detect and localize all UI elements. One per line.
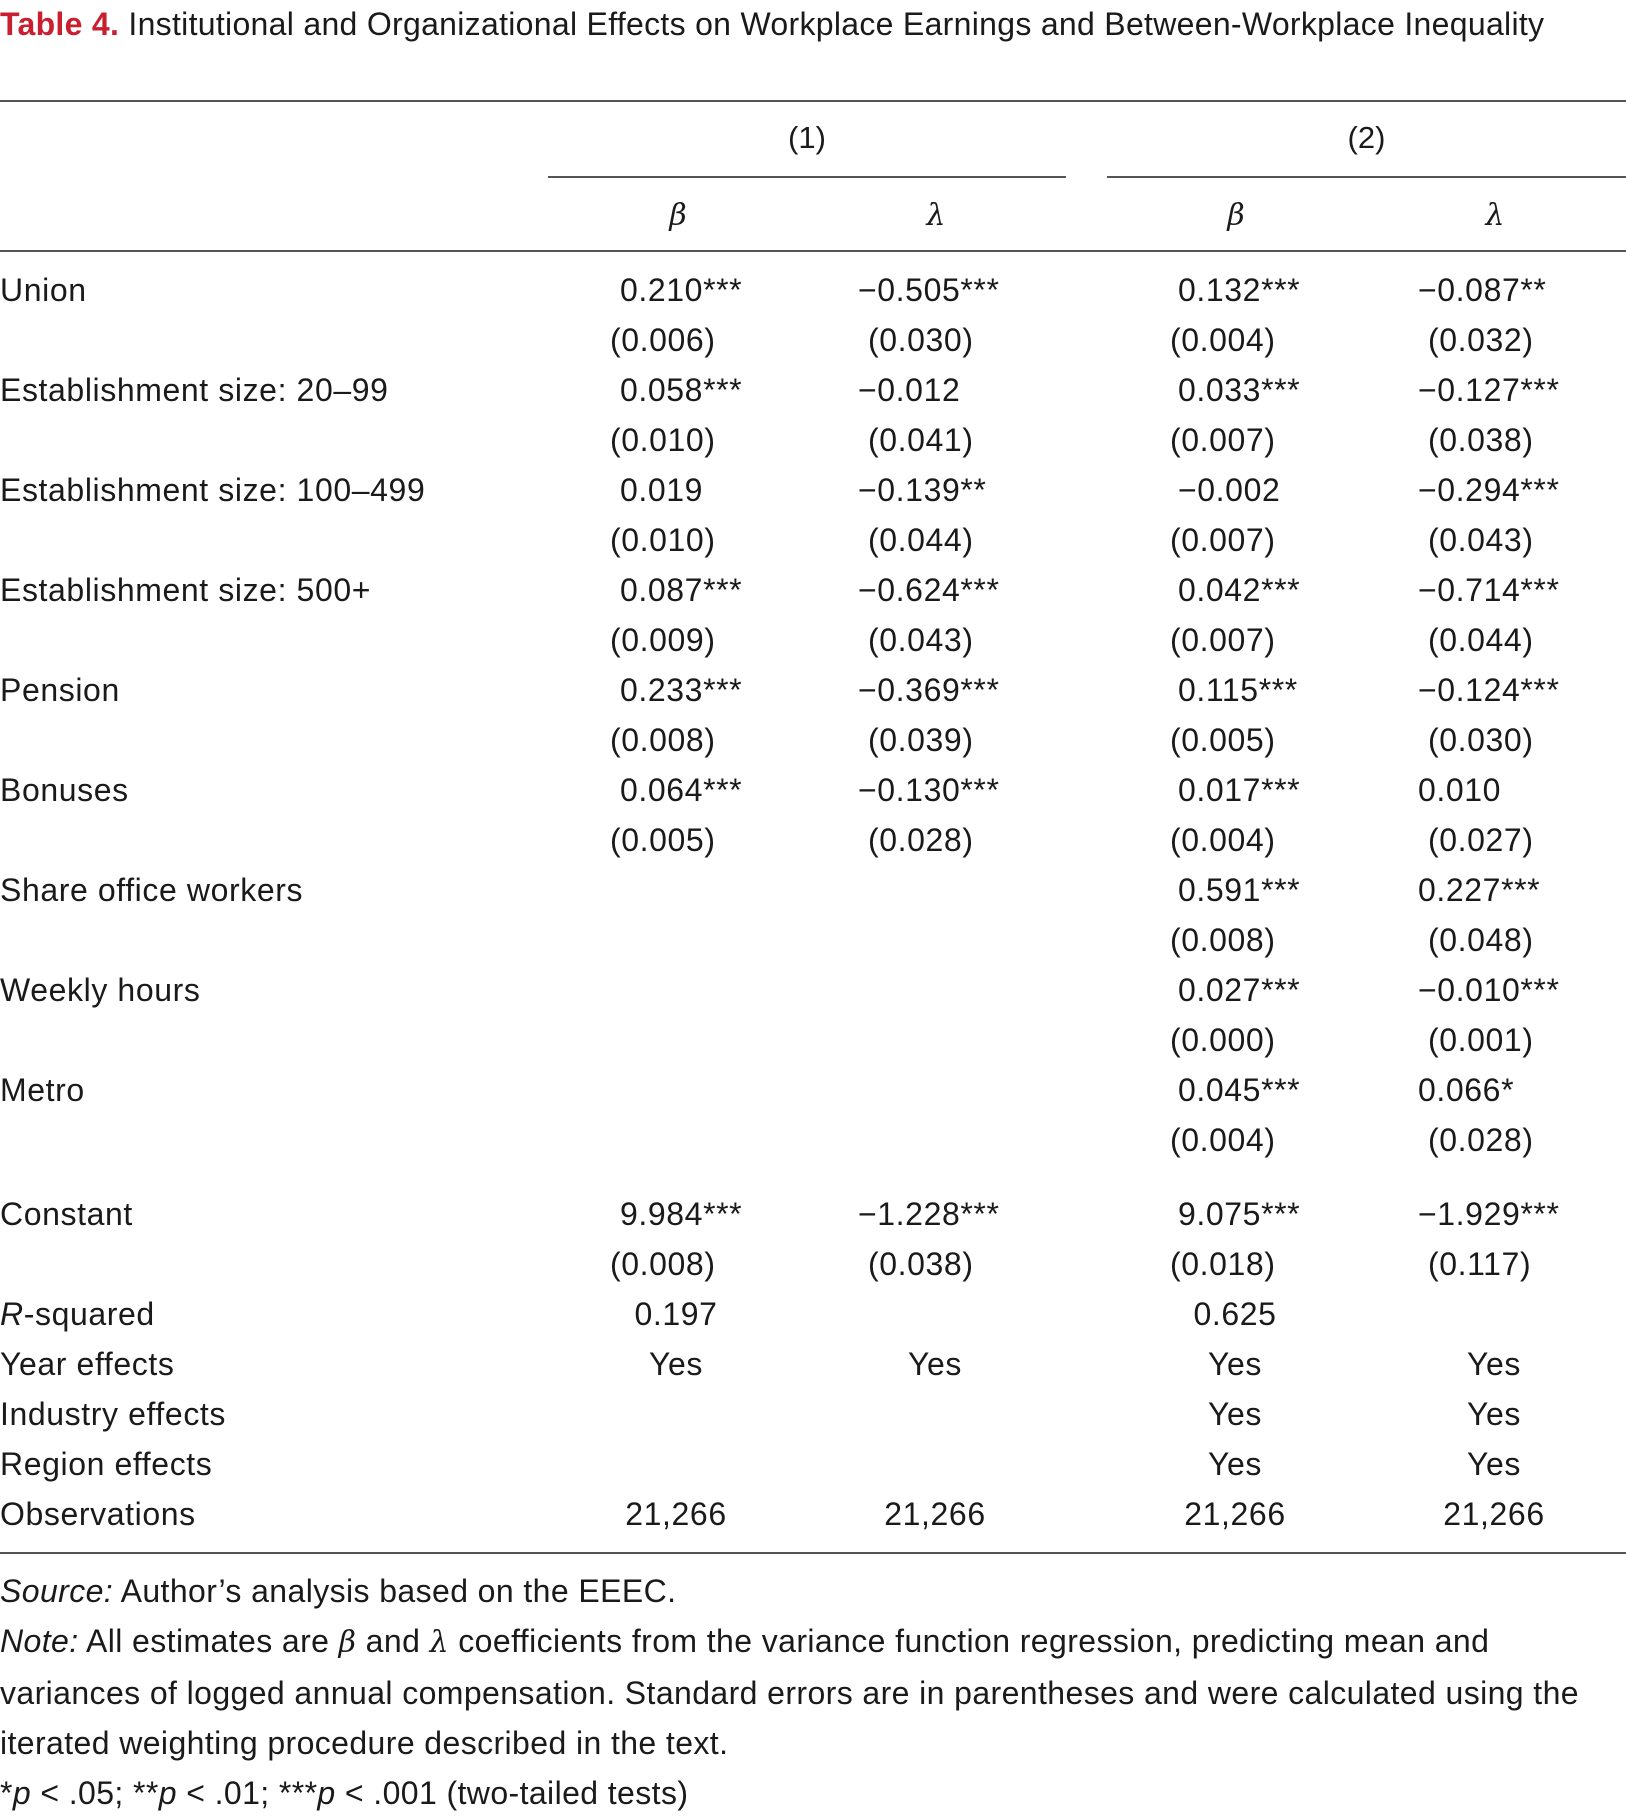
summary-label-text: Year effects: [0, 1346, 175, 1382]
summary-value-cell: Yes: [1207, 1396, 1262, 1432]
sig-2-p: p: [158, 1775, 177, 1811]
coefficient-cell: −0.714***: [1418, 572, 1560, 608]
summary-row-label: [0, 1444, 212, 1484]
std-error-cell: (0.006): [610, 322, 716, 358]
summary-row-label: [0, 1494, 196, 1534]
std-error-cell: (0.028): [1428, 1122, 1534, 1158]
sig-3-p: p: [317, 1775, 336, 1811]
summary-value-cell: Yes: [907, 1346, 962, 1382]
std-error-cell: (0.039): [868, 722, 974, 758]
summary-value-cell: Yes: [1466, 1396, 1521, 1432]
coefficient-cell: 0.210***: [620, 272, 743, 308]
std-error-cell: (0.027): [1428, 822, 1534, 858]
coefficient-cell: −1.929***: [1418, 1196, 1560, 1232]
summary-value-cell: 0.625: [1193, 1296, 1277, 1332]
model-2-rule: [1107, 176, 1626, 178]
coefficient-cell: −0.130***: [858, 772, 1000, 808]
param-header-lambda-2: λ: [1485, 198, 1505, 233]
std-error-cell: (0.010): [610, 522, 716, 558]
sig-3-threshold: < .001 (two-tailed tests): [335, 1775, 689, 1811]
summary-row-label: [0, 1394, 226, 1434]
table-number: Table 4.: [0, 6, 120, 42]
std-error-cell: (0.004): [1170, 1122, 1276, 1158]
coefficient-cell: 0.019: [620, 472, 704, 508]
std-error-cell: (0.001): [1428, 1022, 1534, 1058]
coefficient-cell: −0.124***: [1418, 672, 1560, 708]
coefficient-cell: −1.228***: [858, 1196, 1000, 1232]
std-error-cell: (0.043): [1428, 522, 1534, 558]
coefficient-cell: −0.002: [1178, 472, 1281, 508]
row-label: Constant: [0, 1196, 133, 1232]
std-error-cell: (0.008): [610, 722, 716, 758]
coefficient-cell: 0.010: [1418, 772, 1502, 808]
coefficient-cell: −0.369***: [858, 672, 1000, 708]
model-2-header: (2): [1347, 120, 1386, 155]
param-header-lambda-1: λ: [926, 198, 946, 233]
std-error-cell: (0.005): [1170, 722, 1276, 758]
coefficient-cell: 0.087***: [620, 572, 743, 608]
std-error-cell: (0.000): [1170, 1022, 1276, 1058]
std-error-cell: (0.041): [868, 422, 974, 458]
note-beta-symbol: β: [338, 1625, 357, 1660]
std-error-cell: (0.048): [1428, 922, 1534, 958]
std-error-cell: (0.007): [1170, 422, 1276, 458]
std-error-cell: (0.018): [1170, 1246, 1276, 1282]
std-error-cell: (0.010): [610, 422, 716, 458]
method-note: [0, 1616, 1620, 1768]
header-rule: [0, 250, 1626, 252]
std-error-cell: (0.009): [610, 622, 716, 658]
std-error-cell: (0.028): [868, 822, 974, 858]
source-label: Source:: [0, 1573, 114, 1609]
coefficient-cell: 0.591***: [1178, 872, 1301, 908]
summary-value-cell: 21,266: [625, 1496, 727, 1532]
coefficient-cell: 0.058***: [620, 372, 743, 408]
coefficient-cell: 9.984***: [620, 1196, 743, 1232]
std-error-cell: (0.038): [868, 1246, 974, 1282]
row-label: Bonuses: [0, 772, 129, 808]
top-rule: [0, 100, 1626, 102]
std-error-cell: (0.032): [1428, 322, 1534, 358]
coefficient-cell: 0.115***: [1178, 672, 1298, 708]
summary-value-cell: 21,266: [1443, 1496, 1545, 1532]
summary-value-cell: 0.197: [634, 1296, 718, 1332]
row-label: Metro: [0, 1072, 85, 1108]
summary-value-cell: Yes: [648, 1346, 703, 1382]
coefficient-cell: −0.139**: [858, 472, 987, 508]
param-header-beta-1: β: [669, 198, 687, 233]
std-error-cell: (0.008): [1170, 922, 1276, 958]
sig-2-threshold: < .01;: [176, 1775, 279, 1811]
summary-value-cell: Yes: [1207, 1446, 1262, 1482]
summary-label-text: Region effects: [0, 1446, 213, 1482]
model-1-rule: [548, 176, 1066, 178]
model-1-header: (1): [788, 120, 826, 155]
coefficient-cell: 0.042***: [1178, 572, 1301, 608]
coefficient-cell: −0.012: [858, 372, 961, 408]
std-error-cell: (0.044): [868, 522, 974, 558]
row-label: Establishment size: 20–99: [0, 372, 389, 408]
source-text: Author’s analysis based on the EEEC.: [113, 1573, 677, 1609]
coefficient-cell: 9.075***: [1178, 1196, 1301, 1232]
coefficient-cell: 0.066*: [1418, 1072, 1515, 1108]
summary-value-cell: Yes: [1466, 1346, 1521, 1382]
coefficient-cell: 0.132***: [1178, 272, 1301, 308]
summary-label-text: Observations: [0, 1496, 196, 1532]
row-label: Establishment size: 100–499: [0, 472, 426, 508]
note-text-part-2: and: [356, 1623, 430, 1659]
table-title: Institutional and Organizational Effects on Workplace Earnings and Between-Workplace Inequality: [119, 6, 1545, 42]
coefficient-cell: −0.087**: [1418, 272, 1547, 308]
std-error-cell: (0.038): [1428, 422, 1534, 458]
sig-1-p: p: [12, 1775, 32, 1811]
coefficient-cell: −0.127***: [1418, 372, 1560, 408]
coefficient-cell: 0.064***: [620, 772, 743, 808]
sig-3-stars: ***: [278, 1775, 318, 1811]
coefficient-cell: 0.033***: [1178, 372, 1301, 408]
summary-value-cell: 21,266: [884, 1496, 986, 1532]
row-label: Weekly hours: [0, 972, 201, 1008]
note-text-part-1: All estimates are: [78, 1623, 339, 1659]
std-error-cell: (0.008): [610, 1246, 716, 1282]
summary-row-label: [0, 1344, 174, 1384]
coefficient-cell: −0.505***: [858, 272, 1000, 308]
param-header-beta-2: β: [1227, 198, 1245, 233]
coefficient-cell: 0.233***: [620, 672, 743, 708]
std-error-cell: (0.044): [1428, 622, 1534, 658]
std-error-cell: (0.007): [1170, 522, 1276, 558]
coefficient-cell: −0.294***: [1418, 472, 1560, 508]
coefficient-cell: 0.045***: [1178, 1072, 1301, 1108]
std-error-cell: (0.030): [868, 322, 974, 358]
sig-1-stars: *: [0, 1775, 13, 1811]
sig-1-threshold: < .05;: [31, 1775, 133, 1811]
bottom-rule: [0, 1552, 1626, 1554]
std-error-cell: (0.007): [1170, 622, 1276, 658]
coefficient-cell: −0.010***: [1418, 972, 1560, 1008]
summary-value-cell: Yes: [1207, 1346, 1262, 1382]
note-text-part-3: coefficients from the variance function regression, predicting mean and variances of logged annual compensation. Standard errors are in parentheses and were calculated using the iterated weighting procedure described in the text.: [0, 1623, 1579, 1761]
note-label: Note:: [0, 1623, 79, 1659]
summary-value-cell: Yes: [1466, 1446, 1521, 1482]
row-label: Share office workers: [0, 872, 304, 908]
source-note: [0, 1566, 1620, 1616]
summary-label-italic: R: [0, 1296, 24, 1332]
table-caption: [0, 0, 1610, 48]
row-label: Union: [0, 272, 87, 308]
note-lambda-symbol: λ: [429, 1625, 449, 1660]
summary-label-text: Industry effects: [0, 1396, 227, 1432]
summary-label-text: -squared: [23, 1296, 155, 1332]
coefficient-cell: −0.624***: [858, 572, 1000, 608]
std-error-cell: (0.005): [610, 822, 716, 858]
significance-note: [0, 1768, 1620, 1818]
std-error-cell: (0.117): [1428, 1246, 1532, 1282]
table-notes: [0, 1566, 1620, 1818]
coefficient-cell: 0.017***: [1178, 772, 1301, 808]
std-error-cell: (0.004): [1170, 822, 1276, 858]
std-error-cell: (0.004): [1170, 322, 1276, 358]
std-error-cell: (0.030): [1428, 722, 1534, 758]
summary-row-label: [0, 1294, 155, 1334]
row-label: Pension: [0, 672, 120, 708]
row-label: Establishment size: 500+: [0, 572, 372, 608]
summary-value-cell: 21,266: [1184, 1496, 1286, 1532]
coefficient-cell: 0.027***: [1178, 972, 1301, 1008]
std-error-cell: (0.043): [868, 622, 974, 658]
coefficient-cell: 0.227***: [1418, 872, 1541, 908]
sig-2-stars: **: [133, 1775, 159, 1811]
